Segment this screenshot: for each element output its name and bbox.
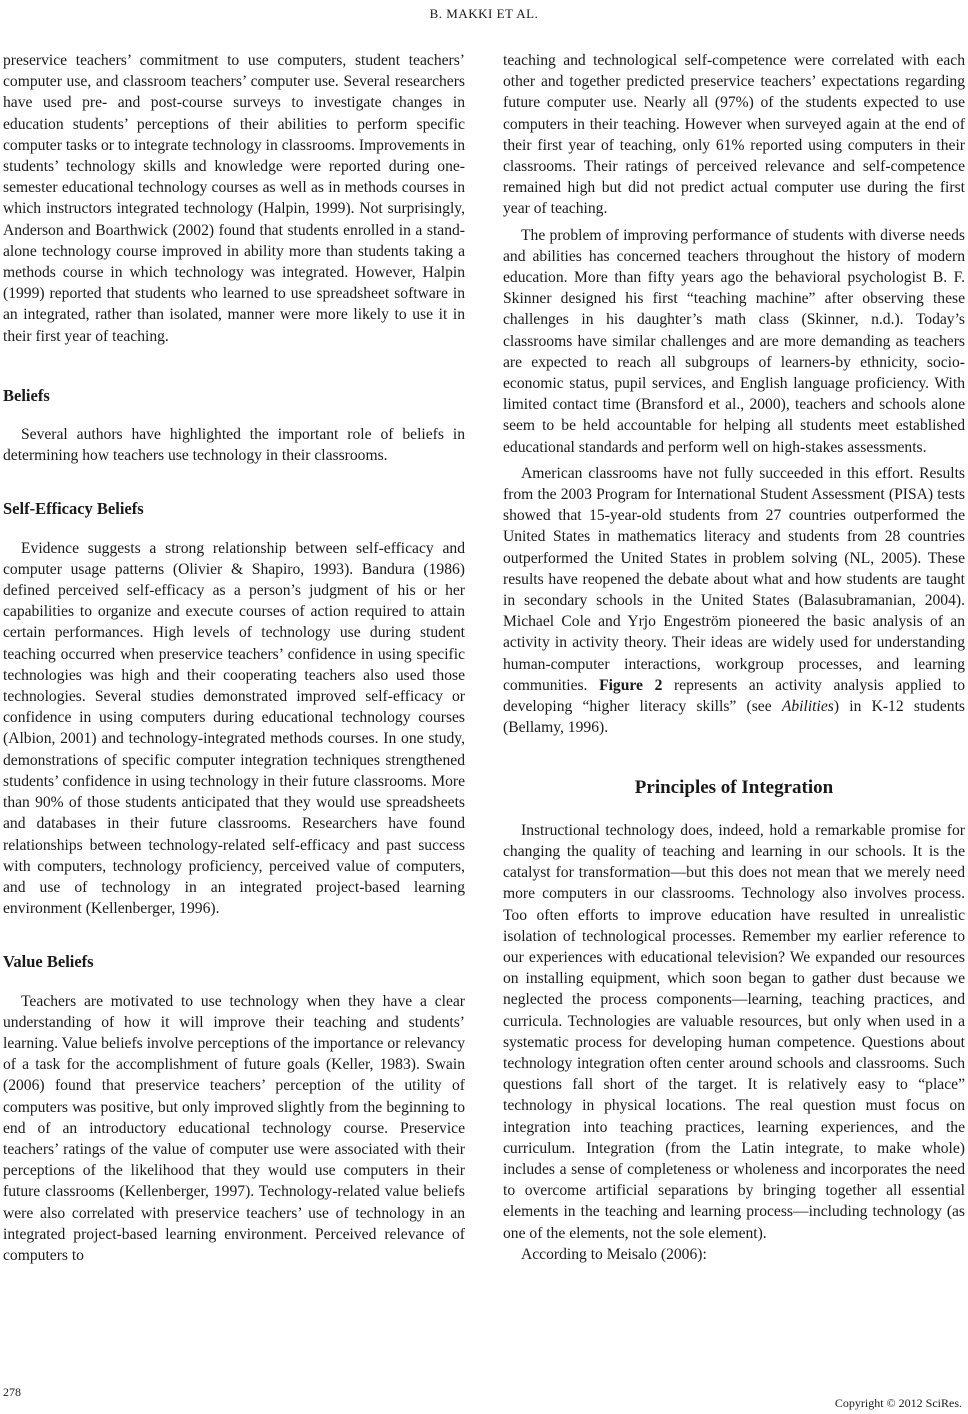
body-paragraph: preservice teachers’ commitment to use computers, student teachers’ computer use, and classroom teachers’ computer use. Several researchers have used pre- and post-course surveys to investigate changes in education students’ perceptions of their abilities to perform specific computer tasks or to integrate technology in classrooms. Improvements in students’ technology skills and knowledge were reported during one-semester educational technology courses as well as in methods courses in which instructors integrated technology (Halpin, 1999). Not surprisingly, Anderson and Boarthwick (2002) found that students enrolled in a stand-alone technology course improved in ability more than students taking a methods course in which technology was integrated. However, Halpin (1999) reported that students who learned to use spreadsheet software in an integrated, rather than isolated, manner were more likely to use it in their first year of teaching. (3, 52, 465, 345)
running-head: B. MAKKI ET AL. (429, 6, 539, 21)
body-paragraph: According to Meisalo (2006): (521, 1245, 707, 1263)
body-paragraph: Instructional technology does, indeed, hold a remarkable promise for changing the quality of teaching and learning in our schools. It is the catalyst for transformation—but this does not mean that we merely need more computers in our classrooms. Technology also involves process. Too often efforts to improve education have resulted in unrealistic isolation of technological processes. Remember my earlier reference to our experiences with educational television? We expanded our resources on installing equipment, which soon began to gather dust because we neglected the process components—learning, teaching practices, and curricula. Technologies are valuable resources, but only when used in a systematic process for developing human competence. Questions about technology integration often center around schools and classrooms. Such questions fall short of the target. It is relatively easy to “place” technology in physical locations. The real question must focus on integration into teaching practices, learning experiences, and the curriculum. Integration (from the Latin integrate, to make whole) includes a sense of completeness or wholeness and incorporates the need to overcome artificial separations by bringing together all essential elements in the teaching and learning process—including technology (as one of the elements, not the sole element). (503, 821, 965, 1242)
body-paragraph: Evidence suggests a strong relationship between self-efficacy and computer usage patterns (Olivier & Shapiro, 1993). Bandura (1986) defined perceived self-efficacy as a person’s judgment of his or her capabilities to organize and execute courses of action required to attain certain performances. High levels of technology use during student teaching occurred when preservice teachers’ confidence in using specific technologies was high and their cooperating teachers also used those technologies. Several studies demonstrated improved self-efficacy or confidence in using computers during educational technology courses (Albion, 2001) and technology-integrated methods courses. In one study, demonstrations of specific computer integration techniques strengthened students’ confidence in using technology in their future classrooms. More than 90% of those students anticipated that they would use spreadsheets and databases in their future classrooms. Researchers have found relationships between technology-related self-efficacy and past success with computers, technology proficiency, perceived value of computers, and use of technology in an integrated project-based learning environment (Kellenberger, 1996). (3, 539, 465, 918)
right-column (503, 50, 965, 1265)
page-number: 278 (3, 1385, 21, 1399)
section-heading-principles: Principles of Integration (634, 776, 834, 798)
section-heading-beliefs: Beliefs (3, 385, 50, 405)
italic-term: Abilities (781, 698, 834, 716)
left-column (3, 50, 465, 1266)
body-paragraph: The problem of improving performance of students with diverse needs and abilities has concerned teachers throughout the history of modern education. More than fifty years ago the behavioral psychologist B. F. Skinner designed his first “teaching machine” after observing these challenges in his daughter’s math class (Skinner, n.d.). Today’s classrooms have similar challenges and are more demanding as teachers are expected to reach all subgroups of learners-by ethnicity, socio-economic status, pupil services, and English language proficiency. With limited contact time (Bransford et al., 2000), teachers and schools alone seem to be held accountable for helping all students meet established educational standards and perform well on high-stakes assessments. (503, 226, 965, 456)
copyright-notice: Copyright © 2012 SciRes. (834, 1396, 962, 1410)
paragraph-text: represents an activity analysis applied to developing “higher literacy skills” (see (503, 676, 965, 716)
paragraph-text: ) in K-12 students (Bellamy, 1996). (503, 698, 965, 737)
body-paragraph: Teachers are motivated to use technology when they have a clear understanding of how it will improve their teaching and students’ learning. Value beliefs involve perceptions of the importance or relevancy of a task for the accomplishment of future goals (Keller, 1983). Swain (2006) found that preservice teachers’ perception of the utility of computers was positive, but only improved slightly from the beginning to end of an introductory educational technology course. Preservice teachers’ ratings of the value of computer use were associated with their perceptions of the likelihood that they would use computers in their future classrooms (Kellenberger, 1997). Technology-related value beliefs were also correlated with preservice teachers’ use of technology in an integrated project-based learning environment. Perceived relevance of computers to (3, 992, 465, 1264)
paragraph-text: American classrooms have not fully succeeded in this effort. Results from the 2003 Program for International Student Assessment (PISA) tests showed that 15-year-old students from 27 countries outperformed the United States in mathematics literacy and students from 28 countries outperformed the United States in problem solving (NL, 2005). These results have reopened the debate about what and how students are taught in secondary schools in the United States (Balasubramanian, 2004). Michael Cole and Yrjo Engeström pioneered the basic analysis of an activity in activity theory. Their ideas are widely used for understanding human-computer interactions, workgroup processes, and learning communities. (503, 464, 965, 694)
body-paragraph: teaching and technological self-competence were correlated with each other and together predicted preservice teachers’ expectations regarding future computer use. Nearly all (97%) of the students expected to use computers in their teaching. However when surveyed again at the end of their first year of teaching, only 61% reported using computers in their classrooms. Their ratings of perceived relevance and self-competence remained high but did not predict actual computer use during the first year of teaching. (503, 52, 965, 218)
section-heading-self-efficacy: Self-Efficacy Beliefs (3, 499, 144, 519)
figure-reference-link[interactable]: Figure 2 (599, 676, 663, 694)
body-paragraph: Several authors have highlighted the important role of beliefs in determining how teachers use technology in their classrooms. (3, 426, 465, 465)
section-heading-value-beliefs: Value Beliefs (3, 952, 94, 972)
body-paragraph (503, 463, 965, 739)
